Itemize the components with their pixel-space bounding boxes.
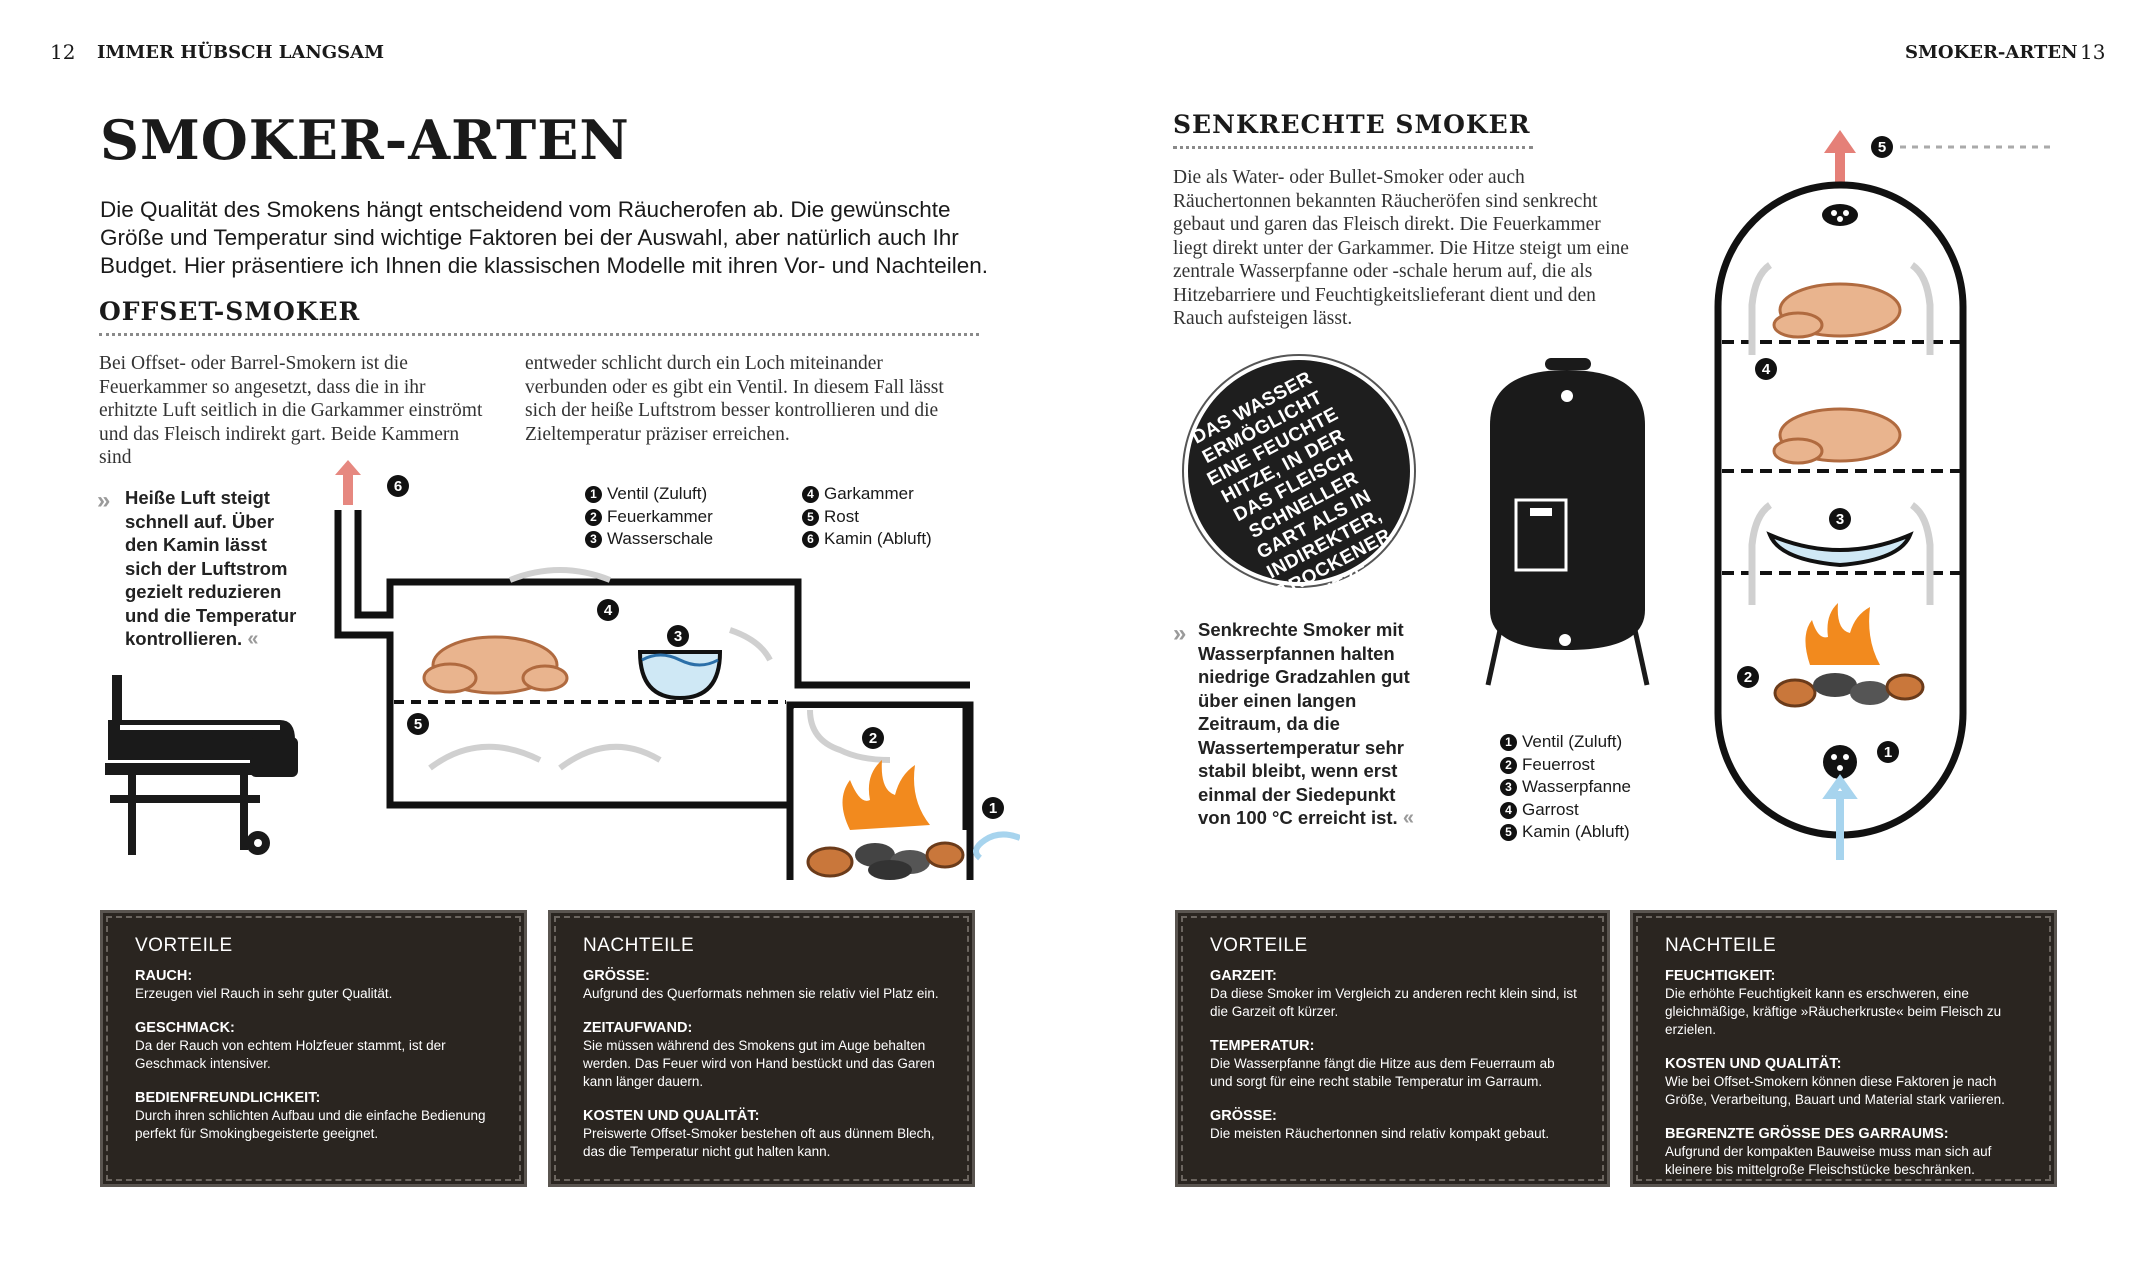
cons-panel-offset: NACHTEILE GRÖSSE: Aufgrund des Querformats nehmen sie relativ viel Platz ein. ZEITAUFWAND: Sie müssen während des Smokens gut im Auge behalten werden. Das Feuer wird von Hand bestückt und das Garen kann länger dauern. KOSTEN UND QUALITÄT: Preiswerte Offset-Smoker bestehen oft aus dünnem Blech, das die Temperatur nicht gut halten kann. [548, 910, 975, 1187]
section-heading-offset: OFFSET-SMOKER [99, 297, 361, 326]
page-number-right: 13 [2080, 40, 2106, 64]
svg-text:4: 4 [603, 602, 613, 619]
vertical-smoker-diagram [1700, 125, 2060, 860]
divider [99, 333, 979, 336]
bullet-smoker-illustration [1480, 350, 1655, 695]
svg-text:4: 4 [1761, 361, 1771, 378]
offset-smoker-diagram [330, 460, 1020, 880]
body-col2: entweder schlicht durch ein Loch miteinander verbunden oder es gibt ein Ventil. In diesem Fall lässt sich der heiße Luftstrom besser kontrollieren und die Zieltemperatur präziser erreichen. [525, 353, 944, 445]
page-title: SMOKER-ARTEN [100, 108, 630, 172]
pros-panel-vertical: VORTEILE GARZEIT: Da diese Smoker im Vergleich zu anderen recht klein sind, ist die Garzeit oft kürzer. TEMPERATUR: Die Wasserpfanne fängt die Hitze aus dem Feuerraum ab und sorgt für eine recht stabile Temperatur im Garraum. GRÖSSE: Die meisten Räuchertonnen sind relativ kompakt gebaut. [1175, 910, 1610, 1187]
quote-text-right: Senkrechte Smoker mit Wasserpfannen halten niedrige Gradzahlen gut über einen langen Zeitraum, da die Wassertemperatur sehr stabil bleibt, wenn erst einmal der Siedepunkt von 100 °C erreicht ist. « [1198, 619, 1414, 829]
quote-open-icon: » [1173, 620, 1187, 647]
intro-text: Die Qualität des Smokens hängt entscheidend vom Räucherofen ab. Die gewünschte Größe und Temperatur sind wichtige Faktoren bei der Auswahl, aber natürlich auch Ihr Budget. Hier präsentiere ich Ihnen die klassischen Modelle mit ihren Vor- und Nachteilen. [100, 197, 988, 278]
legend-offset-a: 1 Ventil (Zuluft) 2 Feuerkammer 3 Wasserschale [585, 483, 713, 551]
svg-text:2: 2 [1743, 669, 1753, 686]
svg-text:1: 1 [1883, 744, 1893, 761]
divider [1173, 146, 1533, 149]
svg-text:2: 2 [868, 730, 878, 747]
diagram-num: 6 [393, 478, 403, 495]
svg-text:5: 5 [413, 716, 423, 733]
page-number-left: 12 [50, 40, 76, 64]
offset-smoker-illustration [100, 665, 300, 870]
info-badge: DAS WASSER ERMÖGLICHT EINE FEUCHTE HITZE, IN DER DAS FLEISCH SCHNELLER GART ALS IN INDIREKTER, TROCKENER HITZE. [1188, 360, 1410, 582]
legend-offset-b: 4 Garkammer 5 Rost 6 Kamin (Abluft) [802, 483, 932, 551]
legend-vertical: 1 Ventil (Zuluft) 2 Feuerrost 3 Wasserpfanne 4 Garrost 5 Kamin (Abluft) [1500, 731, 1631, 844]
svg-text:5: 5 [1877, 139, 1887, 156]
running-head-right: SMOKER-ARTEN [1905, 42, 2078, 63]
svg-text:3: 3 [1835, 511, 1845, 528]
svg-text:1: 1 [988, 800, 998, 817]
svg-text:3: 3 [673, 628, 683, 645]
body-vertical: Die als Water- oder Bullet-Smoker oder auch Räuchertonnen bekannten Räucheröfen sind senkrecht gebaut und garen das Fleisch direkt. Die Feuerkammer liegt direkt unter der Garkammer. Die Hitze steigt um eine zentrale Wasserpfanne oder -schale herum auf, die als Hitzebarriere und Feuchtigkeitslieferant dient und den Rauch aufsteigen lässt. [1173, 167, 1629, 329]
cons-panel-vertical: NACHTEILE FEUCHTIGKEIT: Die erhöhte Feuchtigkeit kann es erschweren, eine gleichmäßige, kräftige »Räucherkruste« beim Fleisch zu erzielen. KOSTEN UND QUALITÄT: Wie bei Offset-Smokern können diese Faktoren je nach Größe, Verarbeitung, Bauart und Material stark variieren. BEGRENZTE GRÖSSE DES GARRAUMS: Aufgrund der kompakten Bauweise muss man sich auf kleinere bis mittelgroße Fleischstücke beschränken. [1630, 910, 2057, 1187]
section-heading-vertical: SENKRECHTE SMOKER [1173, 110, 1531, 139]
quote-text-left: Heiße Luft steigt schnell auf. Über den Kamin lässt sich der Luftstrom gezielt reduzieren und die Temperatur kontrollieren. « [125, 487, 297, 650]
running-head-left: IMMER HÜBSCH LANGSAM [97, 42, 385, 63]
body-col1: Bei Offset- oder Barrel-Smokern ist die Feuerkammer so angesetzt, dass die in ihr erhitzte Luft seitlich in die Garkammer einströmt und das Fleisch indirekt gart. Beide Kammern sind [99, 353, 483, 468]
quote-open-icon: » [97, 487, 111, 514]
pros-panel-offset: VORTEILE RAUCH: Erzeugen viel Rauch in sehr guter Qualität. GESCHMACK: Da der Rauch von echtem Holzfeuer stammt, ist der Geschmack intensiver. BEDIENFREUNDLICHKEIT: Durch ihren schlichten Aufbau und die einfache Bedienung perfekt für Smokingbegeisterte geeignet. [100, 910, 527, 1187]
